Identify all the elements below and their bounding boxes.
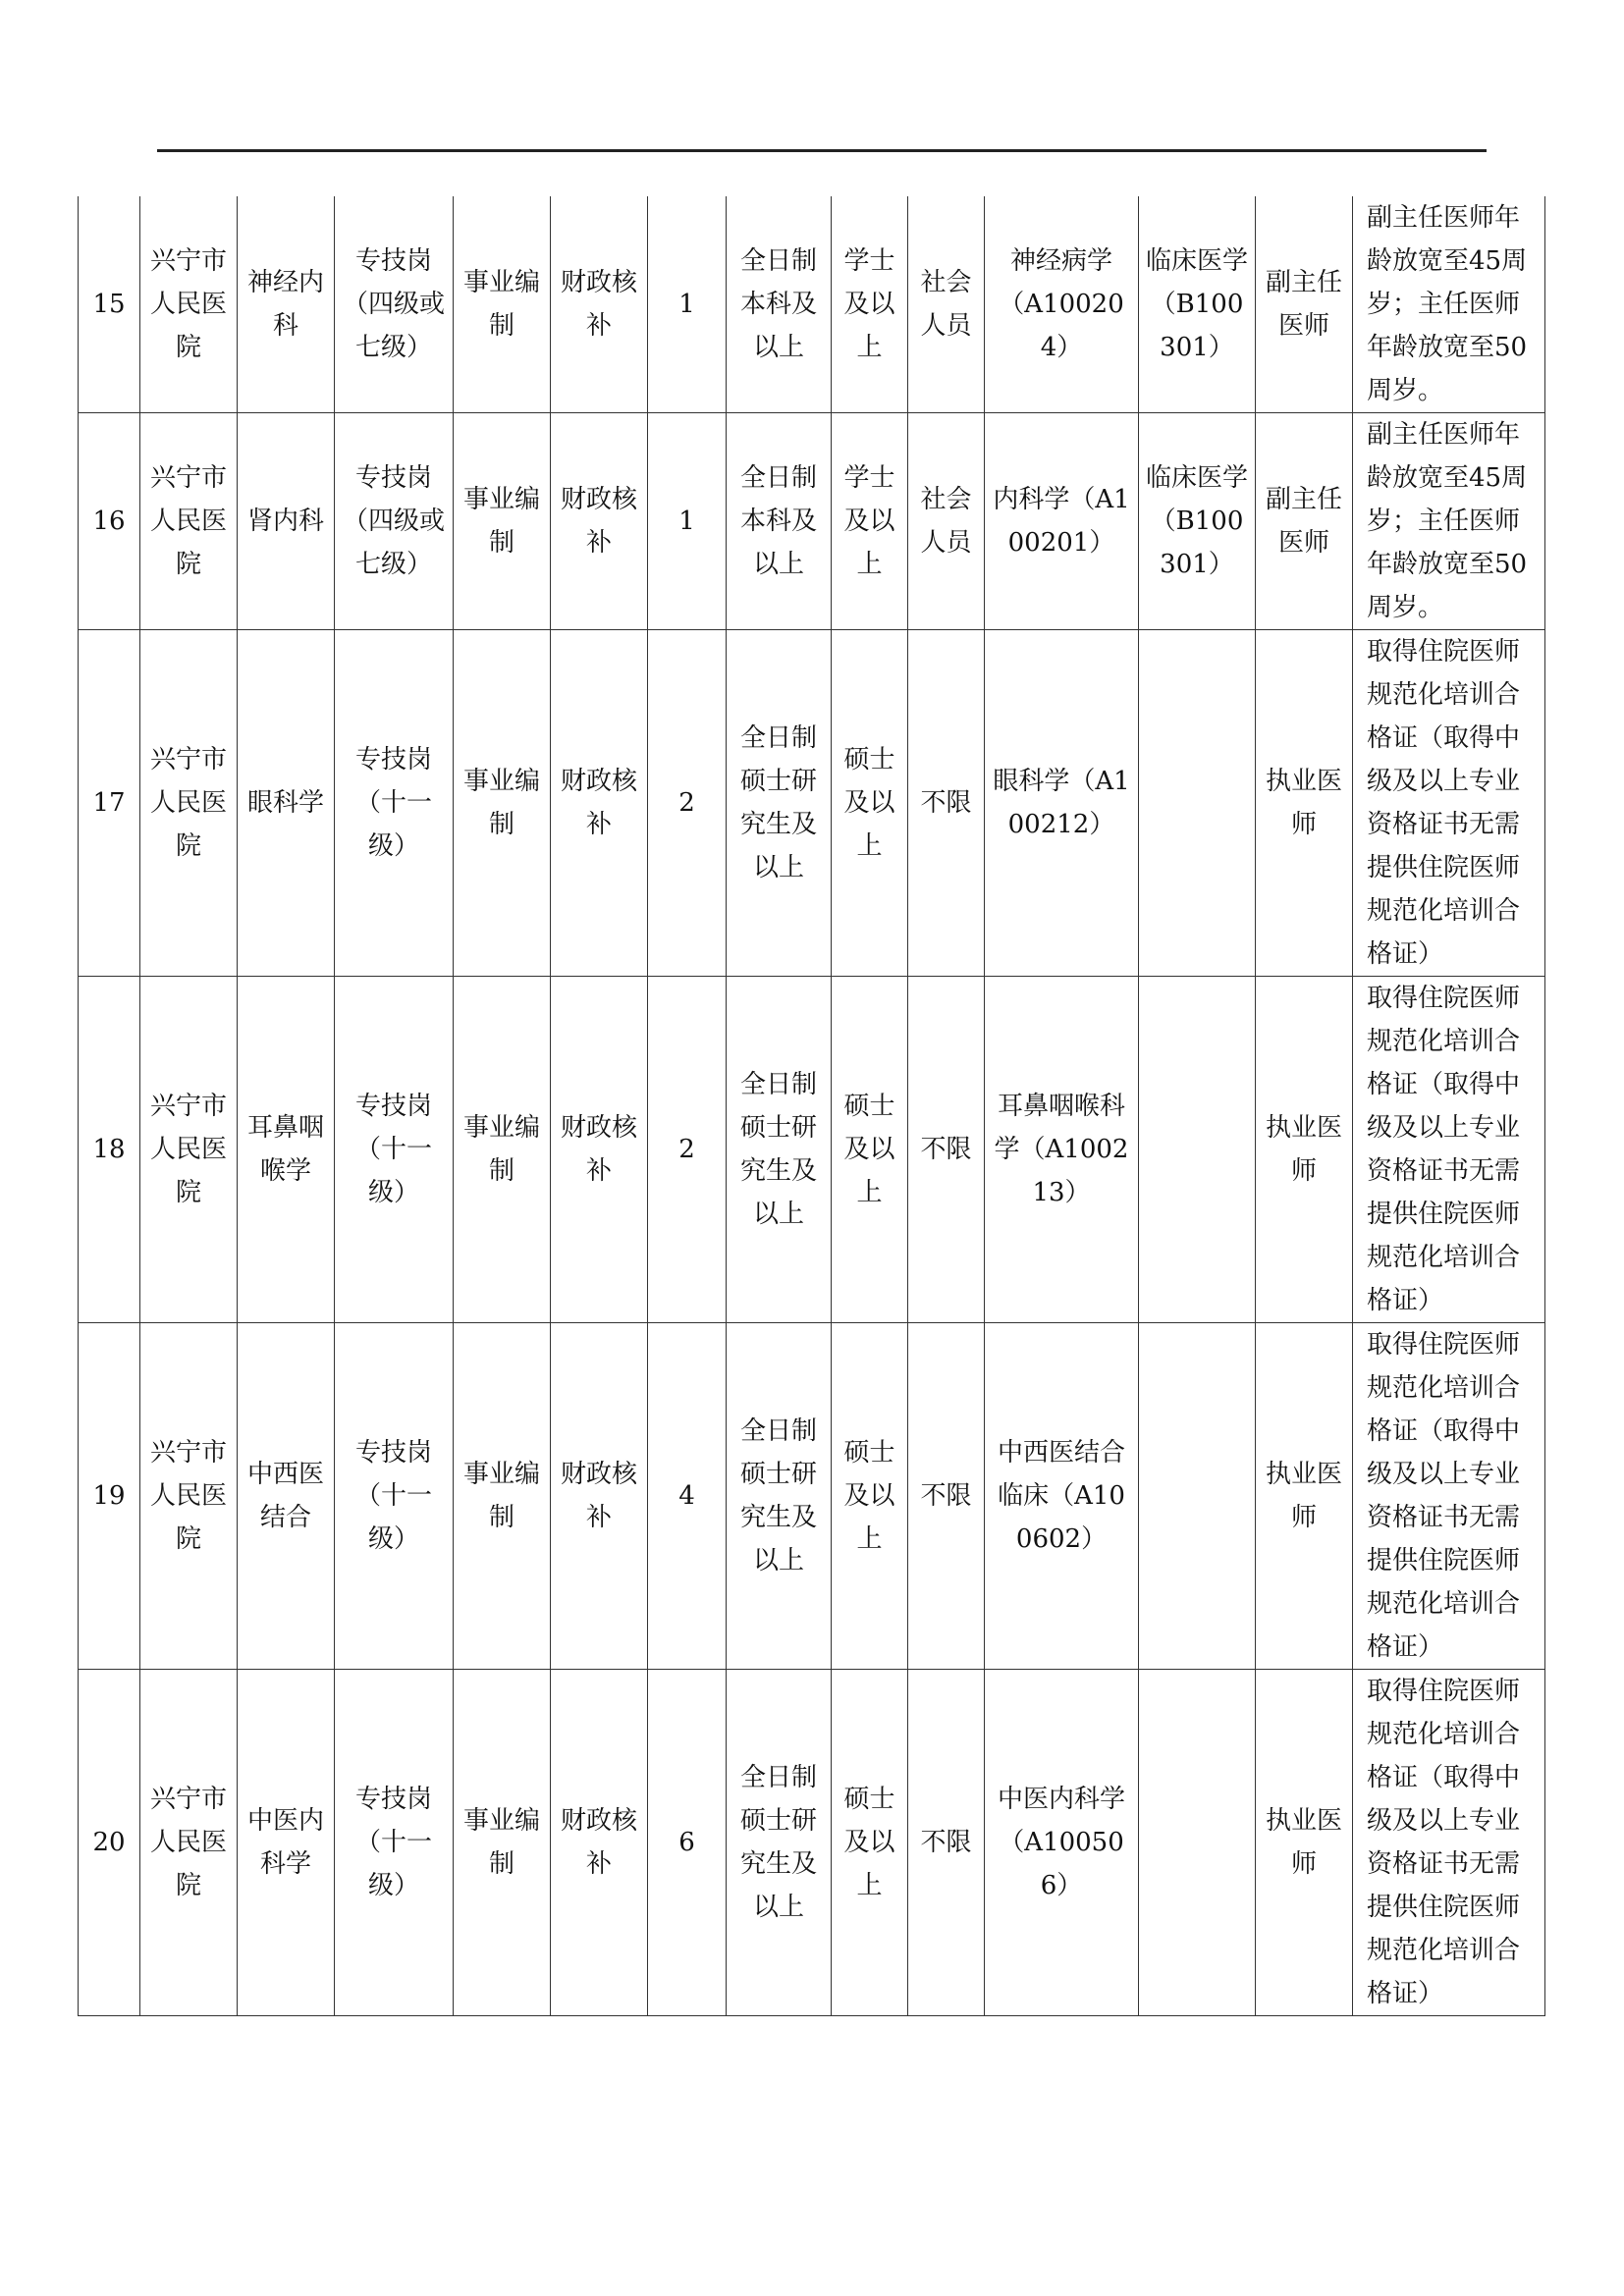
cell-education: 全日制硕士研究生及以上 [727,630,832,977]
cell-qualification: 执业医师 [1256,977,1353,1323]
cell-major-ug [1139,1323,1256,1670]
cell-target: 社会人员 [908,196,985,413]
cell-major-pg: 中西医结合临床（A100602） [985,1323,1139,1670]
cell-qualification: 副主任医师 [1256,196,1353,413]
cell-education: 全日制本科及以上 [727,413,832,630]
cell-target: 不限 [908,1670,985,2016]
cell-dept: 中医内科学 [238,1670,335,2016]
cell-education: 全日制本科及以上 [727,196,832,413]
table-body [79,196,1545,2016]
cell-no: 17 [79,630,140,977]
cell-remark: 副主任医师年龄放宽至45周岁；主任医师年龄放宽至50周岁。 [1353,196,1545,413]
cell-degree: 硕士及以上 [832,1323,908,1670]
cell-unit: 兴宁市人民医院 [140,1323,238,1670]
cell-education: 全日制硕士研究生及以上 [727,977,832,1323]
cell-education: 全日制硕士研究生及以上 [727,1670,832,2016]
cell-no: 19 [79,1323,140,1670]
cell-major-pg: 神经病学（A100204） [985,196,1139,413]
cell-establishment: 事业编制 [454,977,551,1323]
cell-education: 全日制硕士研究生及以上 [727,1323,832,1670]
cell-major-pg: 中医内科学（A100506） [985,1670,1139,2016]
cell-post: 专技岗（十一级） [335,1323,454,1670]
cell-funding: 财政核补 [551,977,648,1323]
cell-count: 4 [648,1323,727,1670]
cell-degree: 硕士及以上 [832,977,908,1323]
cell-count: 2 [648,977,727,1323]
cell-major-pg: 内科学（A100201） [985,413,1139,630]
cell-count: 6 [648,1670,727,2016]
cell-major-pg: 眼科学（A100212） [985,630,1139,977]
cell-remark: 取得住院医师规范化培训合格证（取得中级及以上专业资格证书无需提供住院医师规范化培训合格证） [1353,1670,1545,2016]
recruitment-table [78,196,1545,2016]
cell-post: 专技岗（四级或七级） [335,196,454,413]
cell-funding: 财政核补 [551,1670,648,2016]
cell-major-ug [1139,630,1256,977]
cell-post: 专技岗（十一级） [335,630,454,977]
cell-remark: 取得住院医师规范化培训合格证（取得中级及以上专业资格证书无需提供住院医师规范化培训合格证） [1353,977,1545,1323]
cell-target: 社会人员 [908,413,985,630]
cell-establishment: 事业编制 [454,1323,551,1670]
cell-qualification: 副主任医师 [1256,413,1353,630]
cell-dept: 肾内科 [238,413,335,630]
cell-major-ug [1139,1670,1256,2016]
cell-post: 专技岗（十一级） [335,1670,454,2016]
cell-major-ug [1139,977,1256,1323]
cell-unit: 兴宁市人民医院 [140,630,238,977]
cell-qualification: 执业医师 [1256,1670,1353,2016]
cell-remark: 副主任医师年龄放宽至45周岁；主任医师年龄放宽至50周岁。 [1353,413,1545,630]
table-row [79,413,1545,630]
cell-funding: 财政核补 [551,413,648,630]
cell-no: 16 [79,413,140,630]
cell-degree: 硕士及以上 [832,1670,908,2016]
cell-funding: 财政核补 [551,1323,648,1670]
cell-unit: 兴宁市人民医院 [140,413,238,630]
cell-count: 1 [648,196,727,413]
cell-dept: 中西医结合 [238,1323,335,1670]
cell-target: 不限 [908,1323,985,1670]
cell-establishment: 事业编制 [454,413,551,630]
cell-no: 15 [79,196,140,413]
table-row [79,977,1545,1323]
cell-funding: 财政核补 [551,196,648,413]
table-row [79,630,1545,977]
cell-remark: 取得住院医师规范化培训合格证（取得中级及以上专业资格证书无需提供住院医师规范化培训合格证） [1353,630,1545,977]
cell-target: 不限 [908,977,985,1323]
cell-unit: 兴宁市人民医院 [140,196,238,413]
cell-remark: 取得住院医师规范化培训合格证（取得中级及以上专业资格证书无需提供住院医师规范化培训合格证） [1353,1323,1545,1670]
cell-no: 20 [79,1670,140,2016]
cell-establishment: 事业编制 [454,196,551,413]
cell-degree: 硕士及以上 [832,630,908,977]
cell-degree: 学士及以上 [832,196,908,413]
cell-unit: 兴宁市人民医院 [140,977,238,1323]
cell-major-ug: 临床医学（B100301） [1139,413,1256,630]
cell-qualification: 执业医师 [1256,1323,1353,1670]
table-row [79,1323,1545,1670]
cell-establishment: 事业编制 [454,630,551,977]
cell-post: 专技岗（四级或七级） [335,413,454,630]
cell-count: 1 [648,413,727,630]
cell-unit: 兴宁市人民医院 [140,1670,238,2016]
cell-dept: 眼科学 [238,630,335,977]
cell-count: 2 [648,630,727,977]
cell-dept: 耳鼻咽喉学 [238,977,335,1323]
cell-post: 专技岗（十一级） [335,977,454,1323]
cell-qualification: 执业医师 [1256,630,1353,977]
table-row [79,196,1545,413]
table-row [79,1670,1545,2016]
cell-establishment: 事业编制 [454,1670,551,2016]
cell-funding: 财政核补 [551,630,648,977]
cell-major-pg: 耳鼻咽喉科学（A100213） [985,977,1139,1323]
cell-major-ug: 临床医学（B100301） [1139,196,1256,413]
cell-no: 18 [79,977,140,1323]
cell-dept: 神经内科 [238,196,335,413]
cell-target: 不限 [908,630,985,977]
cell-degree: 学士及以上 [832,413,908,630]
header-rule [157,149,1487,152]
